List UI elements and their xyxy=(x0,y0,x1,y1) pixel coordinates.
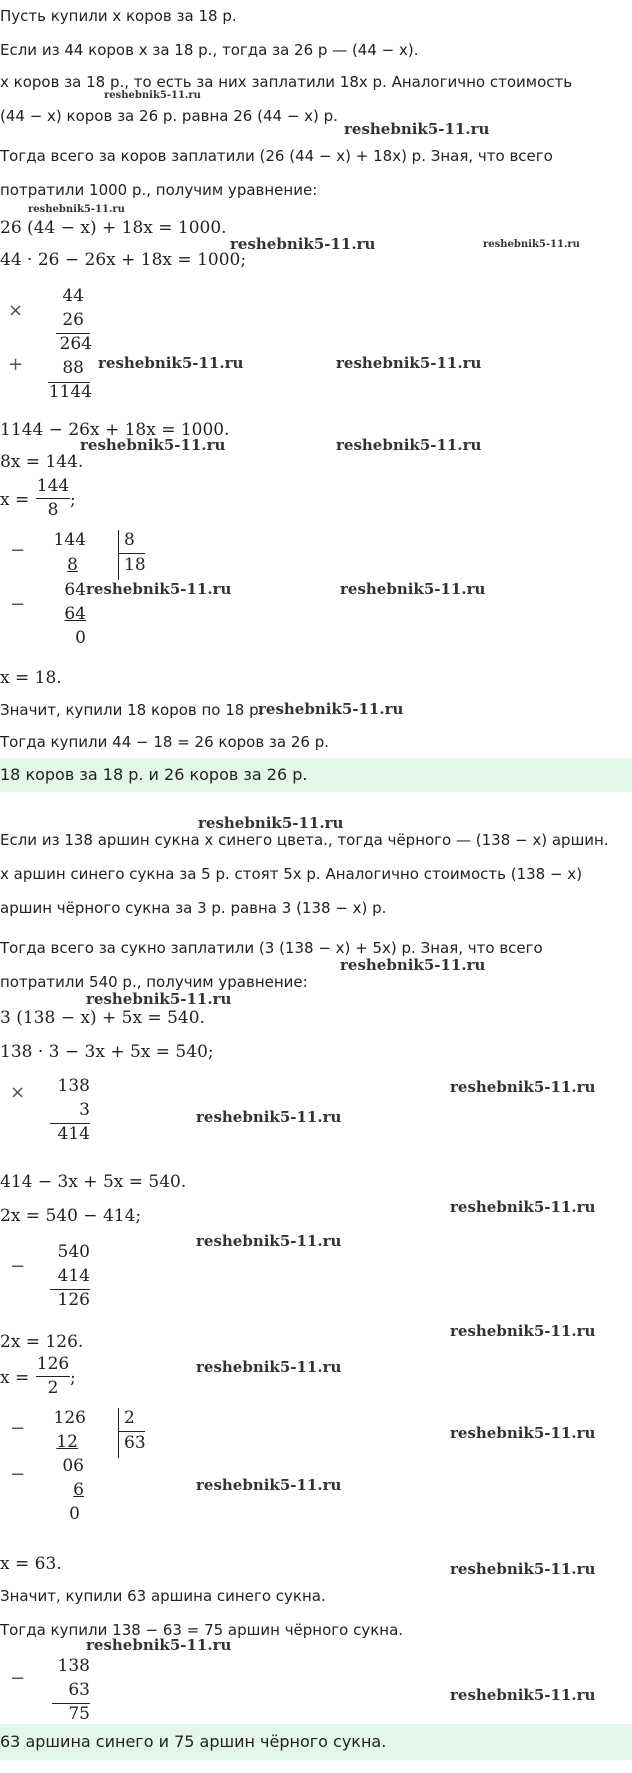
watermark: reshebnik5-11.ru xyxy=(28,204,125,215)
watermark: reshebnik5-11.ru xyxy=(196,1108,342,1126)
divisor: 2 xyxy=(124,1408,135,1428)
watermark: reshebnik5-11.ru xyxy=(340,956,486,974)
quotient: 18 xyxy=(124,555,146,575)
answer-text: 63 аршина синего и 75 аршин чёрного сукна. xyxy=(0,1732,387,1751)
equation: 26 (44 − x) + 18x = 1000. xyxy=(0,218,227,238)
answer-text: 18 коров за 18 р. и 26 коров за 26 р. xyxy=(0,765,308,784)
equation-lhs: x = xyxy=(0,1368,30,1388)
difference: 126 xyxy=(57,1290,90,1310)
divisor: 8 xyxy=(124,530,135,550)
text-line: Значит, купили 18 коров по 18 р. xyxy=(0,701,264,719)
equation: x = 63. xyxy=(0,1554,62,1574)
watermark: reshebnik5-11.ru xyxy=(230,235,376,253)
text-line: аршин чёрного сукна за 3 р. равна 3 (138 − x) р. xyxy=(0,899,387,917)
watermark: reshebnik5-11.ru xyxy=(450,1424,596,1442)
partial-product: 88 xyxy=(62,358,84,378)
semicolon: ; xyxy=(70,490,76,510)
answer-box xyxy=(0,758,632,792)
watermark: reshebnik5-11.ru xyxy=(336,436,482,454)
partial-product: 264 xyxy=(59,334,92,354)
subtrahend: 12 xyxy=(56,1432,78,1452)
text-line: потратили 540 р., получим уравнение: xyxy=(0,973,308,991)
watermark: reshebnik5-11.ru xyxy=(104,90,201,101)
numerator: 144 xyxy=(36,476,70,496)
watermark: reshebnik5-11.ru xyxy=(340,580,486,598)
numerator: 126 xyxy=(36,1354,70,1374)
multiplier: 3 xyxy=(79,1100,90,1120)
remainder: 64 xyxy=(64,580,86,600)
equation: 3 (138 − x) + 5x = 540. xyxy=(0,1008,205,1028)
minuend: 138 xyxy=(57,1656,90,1676)
text-line: Тогда купили 44 − 18 = 26 коров за 26 р. xyxy=(0,733,330,751)
text-line: Если из 44 коров x за 18 р., тогда за 26 р — (44 − x). xyxy=(0,41,419,59)
text-line: Тогда всего за сукно заплатили (3 (138 − x) + 5x) р. Зная, что всего xyxy=(0,939,543,957)
equation: 414 − 3x + 5x = 540. xyxy=(0,1172,187,1192)
remainder: 06 xyxy=(62,1456,84,1476)
dividend: 126 xyxy=(53,1408,86,1428)
equation: 44 · 26 − 26x + 18x = 1000; xyxy=(0,250,247,270)
product: 414 xyxy=(57,1124,90,1144)
watermark: reshebnik5-11.ru xyxy=(258,700,404,718)
equation: 8x = 144. xyxy=(0,452,84,472)
equation: x = 18. xyxy=(0,668,62,688)
watermark: reshebnik5-11.ru xyxy=(86,990,232,1008)
equation: 2x = 540 − 414; xyxy=(0,1206,142,1226)
watermark: reshebnik5-11.ru xyxy=(344,120,490,138)
watermark: reshebnik5-11.ru xyxy=(450,1322,596,1340)
watermark: reshebnik5-11.ru xyxy=(450,1078,596,1096)
text-line: x коров за 18 р., то есть за них заплатили 18x р. Аналогично стоимость xyxy=(0,73,573,91)
watermark: reshebnik5-11.ru xyxy=(198,814,344,832)
remainder-final: 0 xyxy=(69,1504,80,1524)
text-line: Тогда всего за коров заплатили (26 (44 − x) + 18x) р. Зная, что всего xyxy=(0,147,553,165)
dividend: 144 xyxy=(53,530,86,550)
subtrahend: 8 xyxy=(67,555,78,575)
watermark: reshebnik5-11.ru xyxy=(336,354,482,372)
watermark: reshebnik5-11.ru xyxy=(196,1232,342,1250)
equation: 138 · 3 − 3x + 5x = 540; xyxy=(0,1042,214,1062)
multiplier: 26 xyxy=(62,310,84,330)
text-line: Значит, купили 63 аршина синего сукна. xyxy=(0,1587,326,1605)
text-line: Если из 138 аршин сукна x синего цвета., тогда чёрного — (138 − x) аршин. xyxy=(0,831,609,849)
denominator: 8 xyxy=(47,500,59,520)
subtrahend: 414 xyxy=(57,1266,90,1286)
watermark: reshebnik5-11.ru xyxy=(196,1358,342,1376)
watermark: reshebnik5-11.ru xyxy=(450,1686,596,1704)
watermark: reshebnik5-11.ru xyxy=(86,1636,232,1654)
equation: 2x = 126. xyxy=(0,1332,84,1352)
subtrahend: 64 xyxy=(64,604,86,624)
text-line: потратили 1000 р., получим уравнение: xyxy=(0,181,318,199)
denominator: 2 xyxy=(47,1378,59,1398)
text-line: Тогда купили 138 − 63 = 75 аршин чёрного сукна. xyxy=(0,1621,404,1639)
remainder-final: 0 xyxy=(75,628,86,648)
text-line: x аршин синего сукна за 5 р. стоят 5x р. Аналогично стоимость (138 − x) xyxy=(0,865,583,883)
text-line: Пусть купили x коров за 18 р. xyxy=(0,7,237,25)
subtrahend: 6 xyxy=(73,1480,84,1500)
equation: 1144 − 26x + 18x = 1000. xyxy=(0,420,230,440)
multiplicand: 44 xyxy=(62,286,84,306)
watermark: reshebnik5-11.ru xyxy=(483,239,580,250)
multiplicand: 138 xyxy=(57,1076,90,1096)
semicolon: ; xyxy=(70,1368,76,1388)
difference: 75 xyxy=(68,1704,90,1724)
watermark: reshebnik5-11.ru xyxy=(86,580,232,598)
text-line: (44 − x) коров за 26 р. равна 26 (44 − x) р. xyxy=(0,107,338,125)
equation-lhs: x = xyxy=(0,490,30,510)
minuend: 540 xyxy=(57,1242,90,1262)
subtrahend: 63 xyxy=(68,1680,90,1700)
watermark: reshebnik5-11.ru xyxy=(80,436,226,454)
watermark: reshebnik5-11.ru xyxy=(450,1198,596,1216)
watermark: reshebnik5-11.ru xyxy=(98,354,244,372)
quotient: 63 xyxy=(124,1433,146,1453)
product: 1144 xyxy=(48,382,92,402)
watermark: reshebnik5-11.ru xyxy=(450,1560,596,1578)
answer-box xyxy=(0,1724,632,1760)
watermark: reshebnik5-11.ru xyxy=(196,1476,342,1494)
